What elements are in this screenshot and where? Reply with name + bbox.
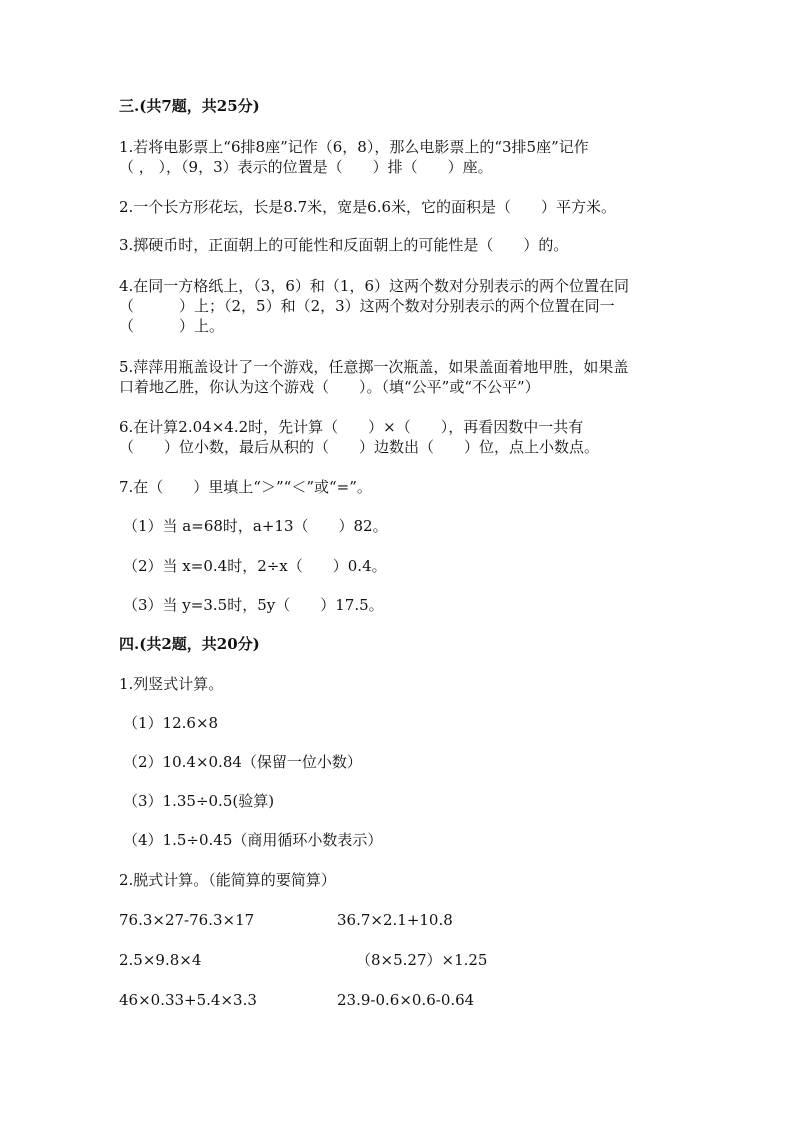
question-4-1-item: （3）1.35÷0.5(验算) <box>123 792 275 810</box>
question-3-7-item: （2）当 x=0.4时，2÷x（ ）0.4。 <box>123 557 387 575</box>
calc-expression: 2.5×9.8×4 <box>119 951 202 969</box>
question-3-5-line-1: 5.萍萍用瓶盖设计了一个游戏，任意掷一次瓶盖，如果盖面着地甲胜，如果盖 <box>119 358 629 376</box>
question-3-4-line-3: （ ）上。 <box>119 317 225 335</box>
calc-expression: 36.7×2.1+10.8 <box>337 911 453 929</box>
question-3-6-line-1: 6.在计算2.04×4.2时，先计算（ ）×（ ），再看因数中一共有 <box>119 418 584 436</box>
section-4-heading: 四.(共2题，共20分) <box>119 635 260 653</box>
question-3-2: 2.一个长方形花坛，长是8.7米，宽是6.6米，它的面积是（ ）平方米。 <box>119 198 617 216</box>
calc-expression: （8×5.27）×1.25 <box>356 951 488 969</box>
question-4-1-stem: 1.列竖式计算。 <box>119 675 224 693</box>
question-3-4-line-2: （ ）上；（2，5）和（2，3）这两个数对分别表示的两个位置在同一 <box>119 297 615 315</box>
question-4-1-item: （4）1.5÷0.45（商用循环小数表示） <box>123 831 383 849</box>
question-4-2-stem: 2.脱式计算。（能简算的要简算） <box>119 871 336 889</box>
question-3-6-line-2: （ ）位小数，最后从积的（ ）边数出（ ）位，点上小数点。 <box>119 438 600 456</box>
question-4-1-item: （1）12.6×8 <box>123 714 219 732</box>
question-3-5-line-2: 口着地乙胜，你认为这个游戏（ ）。（填“公平”或“不公平”） <box>119 378 540 396</box>
question-3-4-line-1: 4.在同一方格纸上，（3，6）和（1，6）这两个数对分别表示的两个位置在同 <box>119 277 629 295</box>
section-3-heading: 三.(共7题，共25分) <box>119 97 260 115</box>
question-3-1-line-2: （ ， ），（9，3）表示的位置是（ ）排（ ）座。 <box>119 158 493 176</box>
question-3-1-line-1: 1.若将电影票上“6排8座”记作（6，8），那么电影票上的“3排5座”记作 <box>119 138 589 156</box>
question-4-1-item: （2）10.4×0.84（保留一位小数） <box>123 753 362 771</box>
calc-expression: 76.3×27-76.3×17 <box>119 911 255 929</box>
calc-expression: 23.9-0.6×0.6-0.64 <box>337 991 475 1009</box>
question-3-7-stem: 7.在（ ）里填上“＞”“＜”或“=”。 <box>119 478 372 496</box>
question-3-7-item: （1）当 a=68时，a+13（ ）82。 <box>123 517 388 535</box>
calc-expression: 46×0.33+5.4×3.3 <box>119 991 257 1009</box>
question-3-7-item: （3）当 y=3.5时，5y（ ）17.5。 <box>123 596 384 614</box>
question-3-3: 3.掷硬币时，正面朝上的可能性和反面朝上的可能性是（ ）的。 <box>119 236 569 254</box>
